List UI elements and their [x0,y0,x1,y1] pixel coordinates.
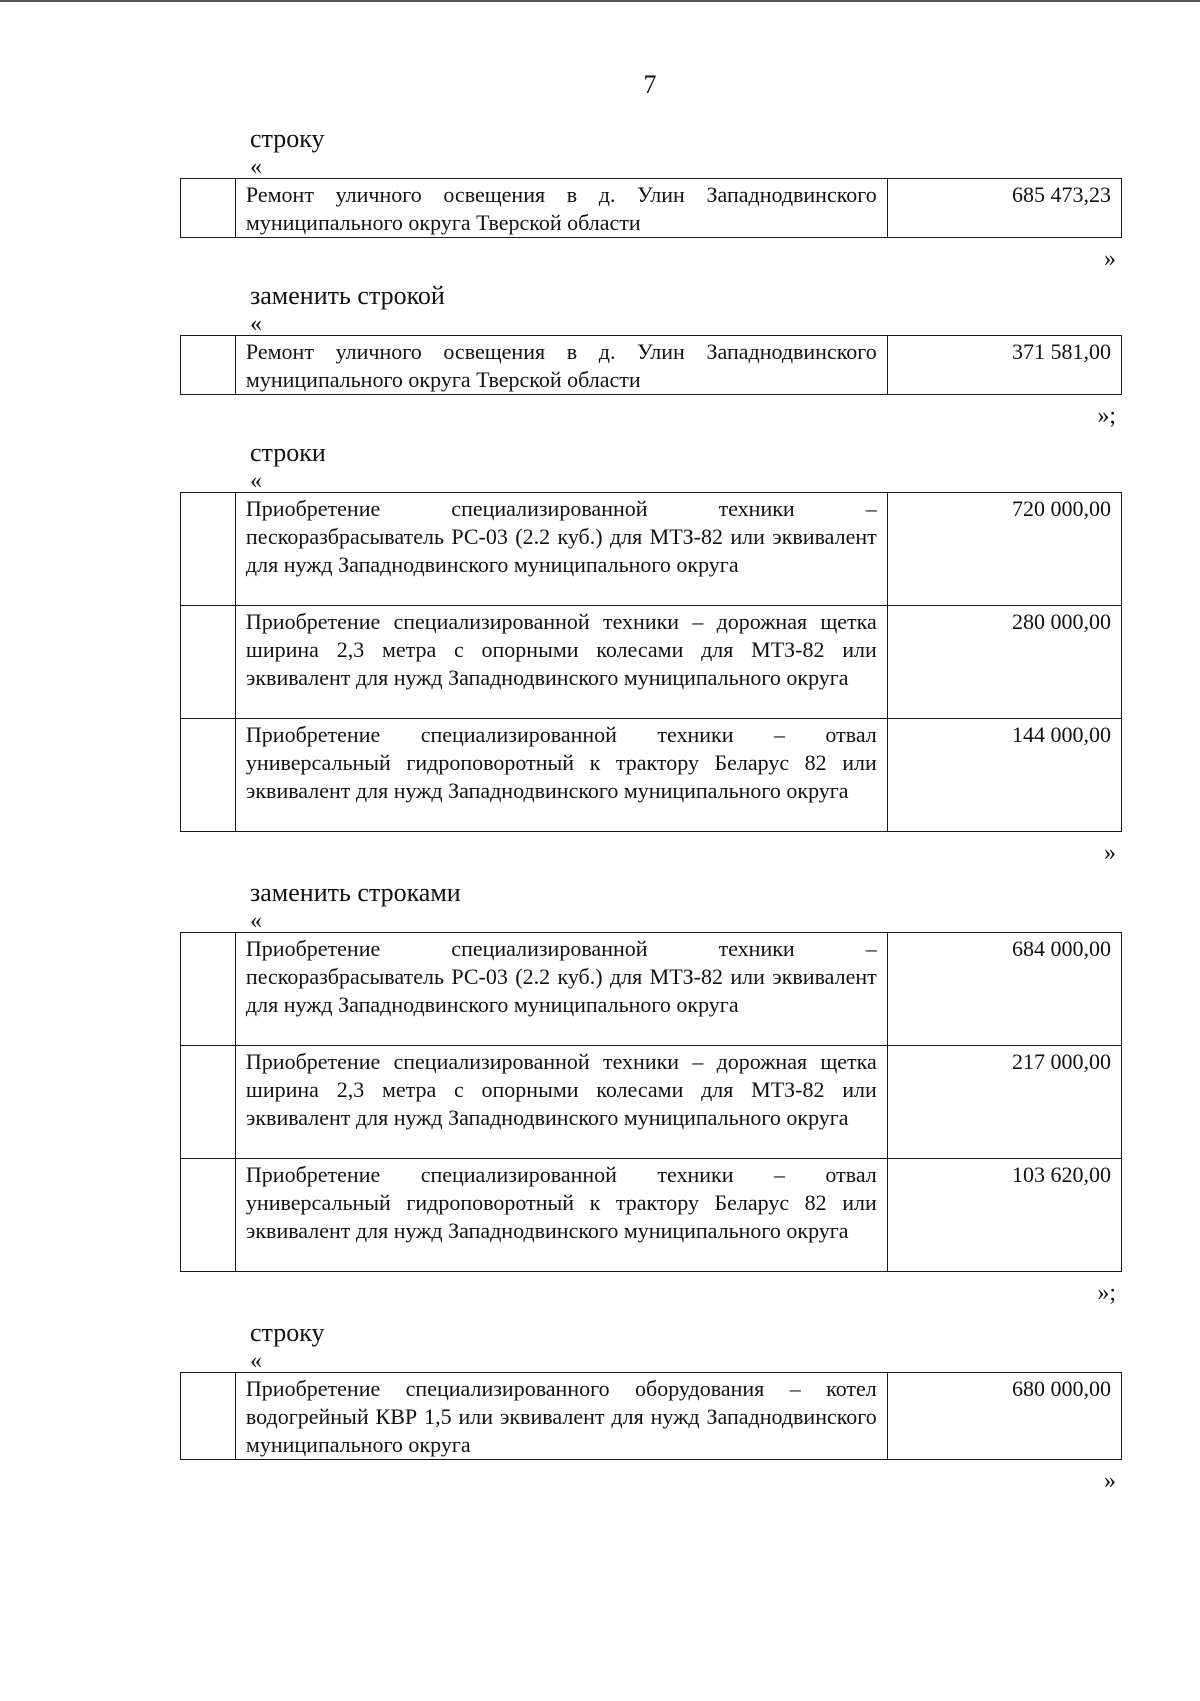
row-amount: 103 620,00 [887,1159,1121,1272]
row-description: Приобретение специализированного оборудования – котел водогрейный КВР 1,5 или эквивалент для нужд Западнодвинского муниципального округа [235,1373,887,1460]
amendment-table [180,178,1122,238]
row-number-cell [181,1159,236,1272]
row-description: Приобретение специализированной техники – отвал универсальный гидроповоротный к трактору Беларус 82 или эквивалент для нужд Западнодвинского муниципального округа [235,719,887,832]
section-label: строку [250,1318,325,1347]
row-description: Ремонт уличного освещения в д. Улин Западнодвинского муниципального округа Тверской области [235,179,887,238]
row-amount: 684 000,00 [887,933,1121,1046]
amendment-section-old-row [180,122,1120,274]
close-quote: »; [1097,1280,1116,1306]
row-amount: 720 000,00 [887,493,1121,606]
row-number-cell [181,493,236,606]
close-quote: » [1104,246,1116,272]
row-number-cell [181,606,236,719]
row-number-cell [181,933,236,1046]
table-row [181,336,1122,395]
row-number-cell [181,1373,236,1460]
row-number-cell [181,1046,236,1159]
amendment-section-new-row [180,279,1120,431]
page-number: 7 [643,70,657,99]
row-description: Приобретение специализированной техники – отвал универсальный гидроповоротный к трактору Беларус 82 или эквивалент для нужд Западнодвинского муниципального округа [235,1159,887,1272]
table-row [181,179,1122,238]
amendment-table [180,932,1122,1272]
table-row [181,606,1122,719]
row-description: Приобретение специализированной техники – пескоразбрасыватель РС-03 (2.2 куб.) для МТЗ-82 или эквивалент для нужд Западнодвинского муниципального округа [235,933,887,1046]
table-row [181,933,1122,1046]
row-amount: 685 473,23 [887,179,1121,238]
section-label: строку [250,124,325,153]
close-quote: » [1104,840,1116,866]
row-description: Приобретение специализированной техники – дорожная щетка ширина 2,3 метра с опорными колесами для МТЗ-82 или эквивалент для нужд Западнодвинского муниципального округа [235,606,887,719]
open-quote: « [250,908,262,934]
open-quote: « [250,1348,262,1374]
row-description: Приобретение специализированной техники – пескоразбрасыватель РС-03 (2.2 куб.) для МТЗ-82 или эквивалент для нужд Западнодвинского муниципального округа [235,493,887,606]
table-row [181,1046,1122,1159]
close-quote: »; [1097,403,1116,429]
row-amount: 680 000,00 [887,1373,1121,1460]
amendment-table [180,1372,1122,1460]
row-amount: 144 000,00 [887,719,1121,832]
amendment-section-equipment-row [180,1316,1120,1496]
amendment-table [180,492,1122,832]
open-quote: « [250,311,262,337]
section-label: строки [250,438,326,467]
row-number-cell [181,179,236,238]
table-row [181,493,1122,606]
open-quote: « [250,468,262,494]
table-row [181,719,1122,832]
amendment-section-new-rows [180,876,1120,1308]
row-number-cell [181,719,236,832]
row-amount: 371 581,00 [887,336,1121,395]
amendment-table [180,335,1122,395]
row-number-cell [181,336,236,395]
row-amount: 280 000,00 [887,606,1121,719]
close-quote: » [1104,1468,1116,1494]
amendment-section-old-rows [180,436,1120,868]
row-description: Приобретение специализированной техники – дорожная щетка ширина 2,3 метра с опорными колесами для МТЗ-82 или эквивалент для нужд Западнодвинского муниципального округа [235,1046,887,1159]
table-row [181,1373,1122,1460]
open-quote: « [250,154,262,180]
section-label: заменить строкой [250,281,445,310]
page-top-edge [0,0,1200,2]
section-label: заменить строками [250,878,461,907]
table-row [181,1159,1122,1272]
row-description: Ремонт уличного освещения в д. Улин Западнодвинского муниципального округа Тверской области [235,336,887,395]
row-amount: 217 000,00 [887,1046,1121,1159]
